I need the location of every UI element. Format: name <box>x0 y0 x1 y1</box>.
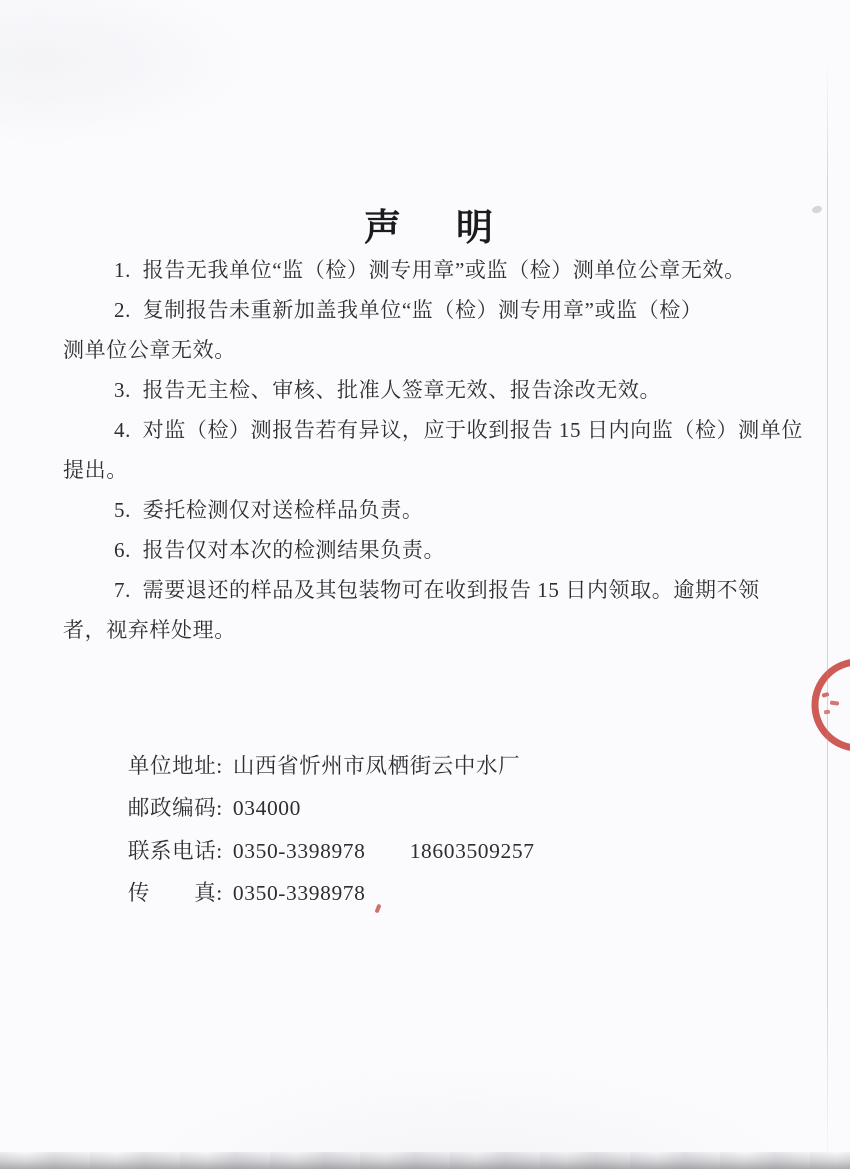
statement-body <box>63 250 813 650</box>
statement-line: 3. 报告无主检、审核、批准人签章无效、报告涂改无效。 <box>114 378 662 402</box>
contact-row-address <box>104 702 535 778</box>
contact-value: 0350-3398978 18603509257 <box>232 838 535 863</box>
statement-line: 提出。 <box>63 458 128 482</box>
contact-value: 034000 <box>232 796 301 820</box>
contact-value: 山西省忻州市凤栖街云中水厂 <box>232 753 521 778</box>
contact-label: 单位地址: <box>127 753 223 778</box>
contact-label: 联系电话: <box>127 838 223 863</box>
statement-line: 1. 报告无我单位“监（检）测专用章”或监（检）测单位公章无效。 <box>114 258 746 282</box>
contact-value: 0350-3398978 <box>232 881 366 905</box>
official-stamp-icon <box>806 655 850 765</box>
scanner-bottom-shadow <box>0 1152 850 1169</box>
contact-block <box>104 702 535 905</box>
statement-line: 4. 对监（检）测报告若有异议，应于收到报告 15 日内向监（检）测单位 <box>114 418 803 442</box>
statement-line: 测单位公章无效。 <box>63 338 236 362</box>
contact-label: 邮政编码: <box>127 796 223 820</box>
statement-line: 5. 委托检测仅对送检样品负责。 <box>114 498 424 522</box>
statement-line: 2. 复制报告未重新加盖我单位“监（检）测专用章”或监（检） <box>114 298 703 322</box>
statement-line: 7. 需要退还的样品及其包装物可在收到报告 15 日内领取。逾期不领 <box>114 578 760 602</box>
contact-label: 传 真: <box>127 881 223 905</box>
statement-line: 6. 报告仅对本次的检测结果负责。 <box>114 538 446 562</box>
statement-line: 者，视弃样处理。 <box>63 618 236 642</box>
page-title: 声 明 <box>364 208 502 249</box>
red-ink-speck <box>374 904 381 914</box>
page-edge-scan-line <box>827 60 828 1155</box>
